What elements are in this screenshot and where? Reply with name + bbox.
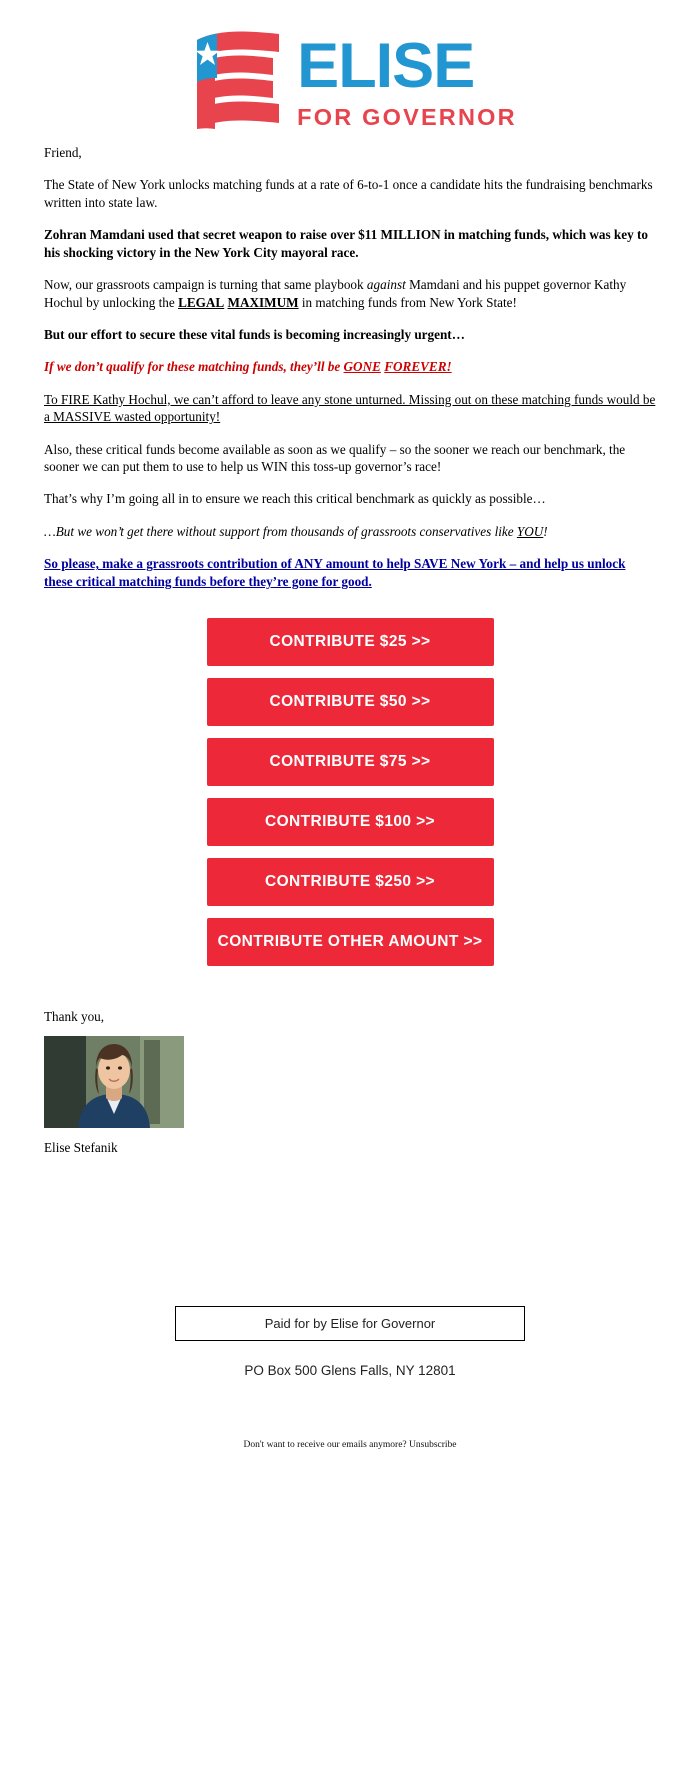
paragraph-urgent-bold: But our effort to secure these vital funds is becoming increasingly urgent… [44,326,465,342]
candidate-headshot-photo [44,1036,184,1128]
paragraph-intro: The State of New York unlocks matching funds at a rate of 6-to-1 once a candidate hits the fundraising benchmarks written into state law. [44,177,653,210]
support-text-a: …But we won’t get there without support from thousands of grassroots conservatives like [44,523,517,539]
unsubscribe-link[interactable]: Unsubscribe [409,1440,457,1451]
signer-name-text: Elise Stefanik [44,1139,118,1155]
playbook-emphasis-against: against [366,277,406,293]
paragraph-mamdani-bold: Zohran Mamdani used that secret weapon to raise over $11 MILLION in matching funds, which was key to his shocking victory in the New York City mayoral race. [44,227,648,260]
flag-e-logo-icon [183,28,283,136]
paragraph-sooner: Also, these critical funds become available as soon as we qualify – so the sooner we reach our benchmark, the sooner we can put them to use to help us WIN this toss-up governor’s race! [44,441,626,475]
playbook-legal-underline: LEGAL [178,294,225,310]
you-underline: YOU [516,523,544,539]
contribute-inline-link[interactable]: So please, make a grassroots contribution of ANY amount to help SAVE New York – and help us unlock these critical matching funds before they’re gone for good. [44,556,626,589]
headshot-illustration-icon [44,1036,184,1128]
support-text-b: ! [543,523,548,539]
thank-you-text: Thank you, [44,1009,105,1025]
paragraph-support-italic [44,523,656,540]
contribute-250-button[interactable]: CONTRIBUTE $250 >> [207,858,494,906]
playbook-text-d: in matching funds from New York State! [298,294,517,310]
playbook-text-b: Mamdani and his puppet governor Kathy Hochul by unlocking the [44,277,627,310]
logo-tagline-text: FOR GOVERNOR [297,103,517,130]
mailing-address-text: PO Box 500 Glens Falls, NY 12801 [244,1363,456,1379]
contribute-75-button[interactable]: CONTRIBUTE $75 >> [207,738,494,786]
paragraph-gone-forever-red [44,358,656,375]
paragraph-fire-hochul-underlined: To FIRE Kathy Hochul, we can’t afford to leave any stone unturned. Missing out on these matching funds would be a MASSIVE wasted opportunity! [44,391,656,425]
contribute-other-amount-button[interactable]: CONTRIBUTE OTHER AMOUNT >> [207,918,494,966]
gone-underline: GONE [343,359,381,375]
letter-body [0,144,700,590]
logo-name-text: ELISE [297,31,475,102]
paid-for-disclaimer-box: Paid for by Elise for Governor [175,1306,525,1341]
campaign-logo[interactable] [183,28,517,136]
contribute-50-button[interactable]: CONTRIBUTE $50 >> [207,678,494,726]
greeting-text: Friend, [44,145,82,160]
contribute-100-button[interactable]: CONTRIBUTE $100 >> [207,798,494,846]
logo-wordmark [297,33,517,131]
paragraph-all-in: That’s why I’m going all in to ensure we reach this critical benchmark as quickly as possible… [44,491,546,507]
signature-block [0,966,700,1156]
donation-button-group [0,605,700,966]
unsubscribe-prompt-text: Don't want to receive our emails anymore? [243,1440,410,1451]
contribute-25-button[interactable]: CONTRIBUTE $25 >> [207,618,494,666]
forever-underline: FOREVER! [384,359,452,375]
email-footer [0,1156,700,1450]
paragraph-playbook [44,276,656,311]
paragraph-cta [44,555,656,590]
unsubscribe-line [0,1440,700,1450]
gone-forever-text-a: If we don’t qualify for these matching funds, they’ll be [44,359,344,375]
playbook-maximum-underline: MAXIMUM [227,294,299,310]
email-header [0,0,700,144]
playbook-text-a: Now, our grassroots campaign is turning that same playbook [44,277,367,293]
